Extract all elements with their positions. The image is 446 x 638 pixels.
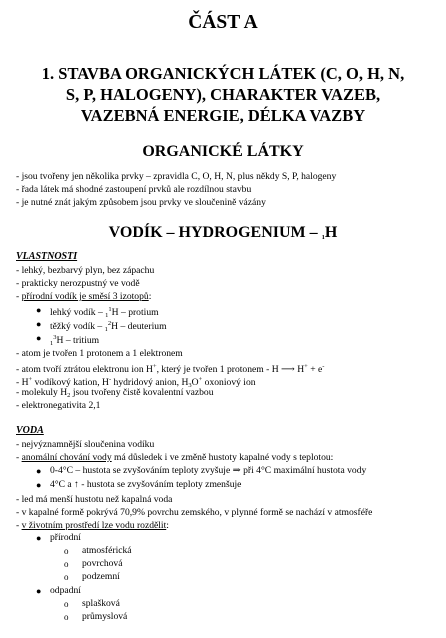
isotope-2-name: těžký vodík – — [50, 321, 105, 332]
h-prop-6-d: O — [191, 377, 199, 388]
circle-bullet-icon: o — [64, 546, 69, 556]
bullet-icon: ● — [36, 319, 42, 329]
hydrogen-title-sub: 1 — [321, 234, 325, 241]
isotope-3-element: H – tritium — [56, 335, 100, 346]
natural-type-3: podzemní — [82, 571, 120, 582]
isotope-3-sup: 3 — [53, 334, 57, 341]
voda-label: VODA — [16, 425, 44, 436]
waste-type-1: splašková — [82, 598, 120, 609]
isotope-1-sup: 1 — [108, 306, 112, 313]
natural-type-2: povrchová — [82, 558, 123, 569]
isotope-1-element: H – protium — [111, 307, 159, 318]
water-type-waste: odpadní — [50, 585, 81, 596]
implies-arrow-icon: ⇒ — [232, 465, 241, 476]
water-density-1-a: 0-4°C – hustota se zvyšováním teploty zvyšuje — [50, 465, 233, 476]
h-prop-4: - atom je tvořen 1 protonem a 1 elektronem — [16, 348, 183, 359]
h-prop-3-underlined: přírodní vodík je směsí 3 izotopů — [21, 291, 149, 302]
water-item-5 — [16, 520, 169, 532]
water-item-2-prefix: - — [16, 452, 22, 463]
bullet-icon: ● — [36, 586, 42, 596]
h-prop-1: - lehký, bezbarvý plyn, bez zápachu — [16, 265, 155, 276]
circle-bullet-icon: o — [64, 559, 69, 569]
water-type-natural: přírodní — [50, 532, 81, 543]
isotope-2-sup: 2 — [107, 320, 112, 327]
h-prop-5-b: , který je tvořen 1 protonem - H ⟶ H — [156, 364, 305, 375]
organic-section-title: ORGANICKÉ LÁTKY — [142, 143, 304, 160]
water-item-5-prefix: - — [16, 520, 22, 531]
water-item-4: - v kapalné formě pokrývá 70,9% povrchu zemského, v plynné formě se nachází v atmosféře — [16, 507, 373, 518]
waste-type-2: průmyslová — [82, 611, 128, 622]
h-prop-5-c: + e — [307, 364, 323, 375]
water-density-2: 4°C a ↑ - hustota se zvyšováním teploty zmenšuje — [50, 479, 242, 490]
bullet-icon: ● — [36, 480, 42, 490]
h-prop-6-b: vodíkový kation, H — [32, 377, 109, 388]
water-item-2-underlined: anomální chování vody — [21, 452, 112, 463]
h-prop-3-suffix: : — [148, 291, 152, 302]
bullet-icon: ● — [36, 533, 42, 543]
h-prop-7: - molekuly $H_2$ jsou tvořeny čistě kovalentní vazbou — [16, 387, 214, 399]
bullet-icon: ● — [36, 305, 42, 315]
h-prop-6: - H+ vodíkový kation, H- hydridový anion, $H_3O^+$ oxoniový ion — [16, 376, 256, 389]
water-item-2 — [16, 452, 333, 464]
h-prop-5: - atom tvoří ztrátou elektronu ion H+, který je tvořen 1 protonem - H ⟶ H+ + e- — [16, 363, 325, 375]
h-prop-7-a: - molekuly H — [16, 387, 68, 398]
circle-bullet-icon: o — [64, 612, 69, 622]
circle-bullet-icon: o — [64, 572, 69, 582]
vlastnosti-label: VLASTNOSTI — [16, 251, 78, 262]
chapter-heading-line-3: VAZEBNÁ ENERGIE, DÉLKA VAZBY — [80, 106, 366, 125]
h-prop-6-a: - H — [16, 377, 29, 388]
water-density-1-c: při 4°C maximální hustota vody — [240, 465, 367, 476]
h-prop-8: - elektronegativita 2,1 — [16, 400, 101, 411]
bullet-icon: ● — [36, 333, 42, 343]
hydrogen-section-title — [0, 224, 446, 242]
water-density-1 — [50, 465, 366, 477]
h-prop-5-a: - atom tvoří ztrátou elektronu ion H — [16, 364, 153, 375]
isotope-2-element: H – deuterium — [111, 321, 167, 332]
organic-item-3: - je nutné znát jakým způsobem jsou prvky ve sloučenině vázány — [16, 197, 266, 208]
organic-item-2: - řada látek má shodné zastoupení prvků ale rozdílnou stavbu — [16, 184, 252, 195]
bullet-icon: ● — [36, 466, 42, 476]
h-prop-2: - prakticky nerozpustný ve vodě — [16, 278, 140, 289]
hydrogen-title-text: VODÍK – HYDROGENIUM – — [108, 224, 322, 241]
h-prop-7-b: jsou tvořeny čistě kovalentní vazbou — [70, 387, 214, 398]
water-item-1: - nejvýznamnější sloučenina vodíku — [16, 439, 155, 450]
water-item-2-suffix: má důsledek i ve změně hustoty kapalné vody s teplotou: — [111, 452, 334, 463]
part-title: ČÁST A — [188, 12, 258, 33]
h-prop-3-prefix: - — [16, 291, 22, 302]
natural-type-1: atmosférická — [82, 545, 132, 556]
water-item-3: - led má menší hustotu než kapalná voda — [16, 494, 173, 505]
hydrogen-title-element: H — [324, 224, 338, 241]
h-prop-6-c: hydridový anion, H — [111, 377, 189, 388]
isotope-1-name: lehký vodík – — [50, 307, 106, 318]
chapter-heading-line-1: 1. STAVBA ORGANICKÝCH LÁTEK (C, O, H, N, — [41, 64, 405, 83]
water-item-5-suffix: : — [166, 520, 169, 531]
isotope-1-sub: 1 — [105, 312, 109, 319]
h-prop-6-e: oxoniový ion — [202, 377, 256, 388]
h-prop-3 — [16, 291, 151, 303]
organic-item-1: - jsou tvořeny jen několika prvky – zpravidla C, O, H, N, plus někdy S, P, halogeny — [16, 171, 337, 182]
circle-bullet-icon: o — [64, 599, 69, 609]
isotope-2-sub: 1 — [104, 326, 108, 333]
isotope-3-sub: 1 — [50, 340, 54, 347]
chapter-heading-line-2: S, P, HALOGENY), CHARAKTER VAZEB, — [65, 85, 381, 104]
water-item-5-underlined: v životním prostředí lze vodu rozdělit — [21, 520, 167, 531]
